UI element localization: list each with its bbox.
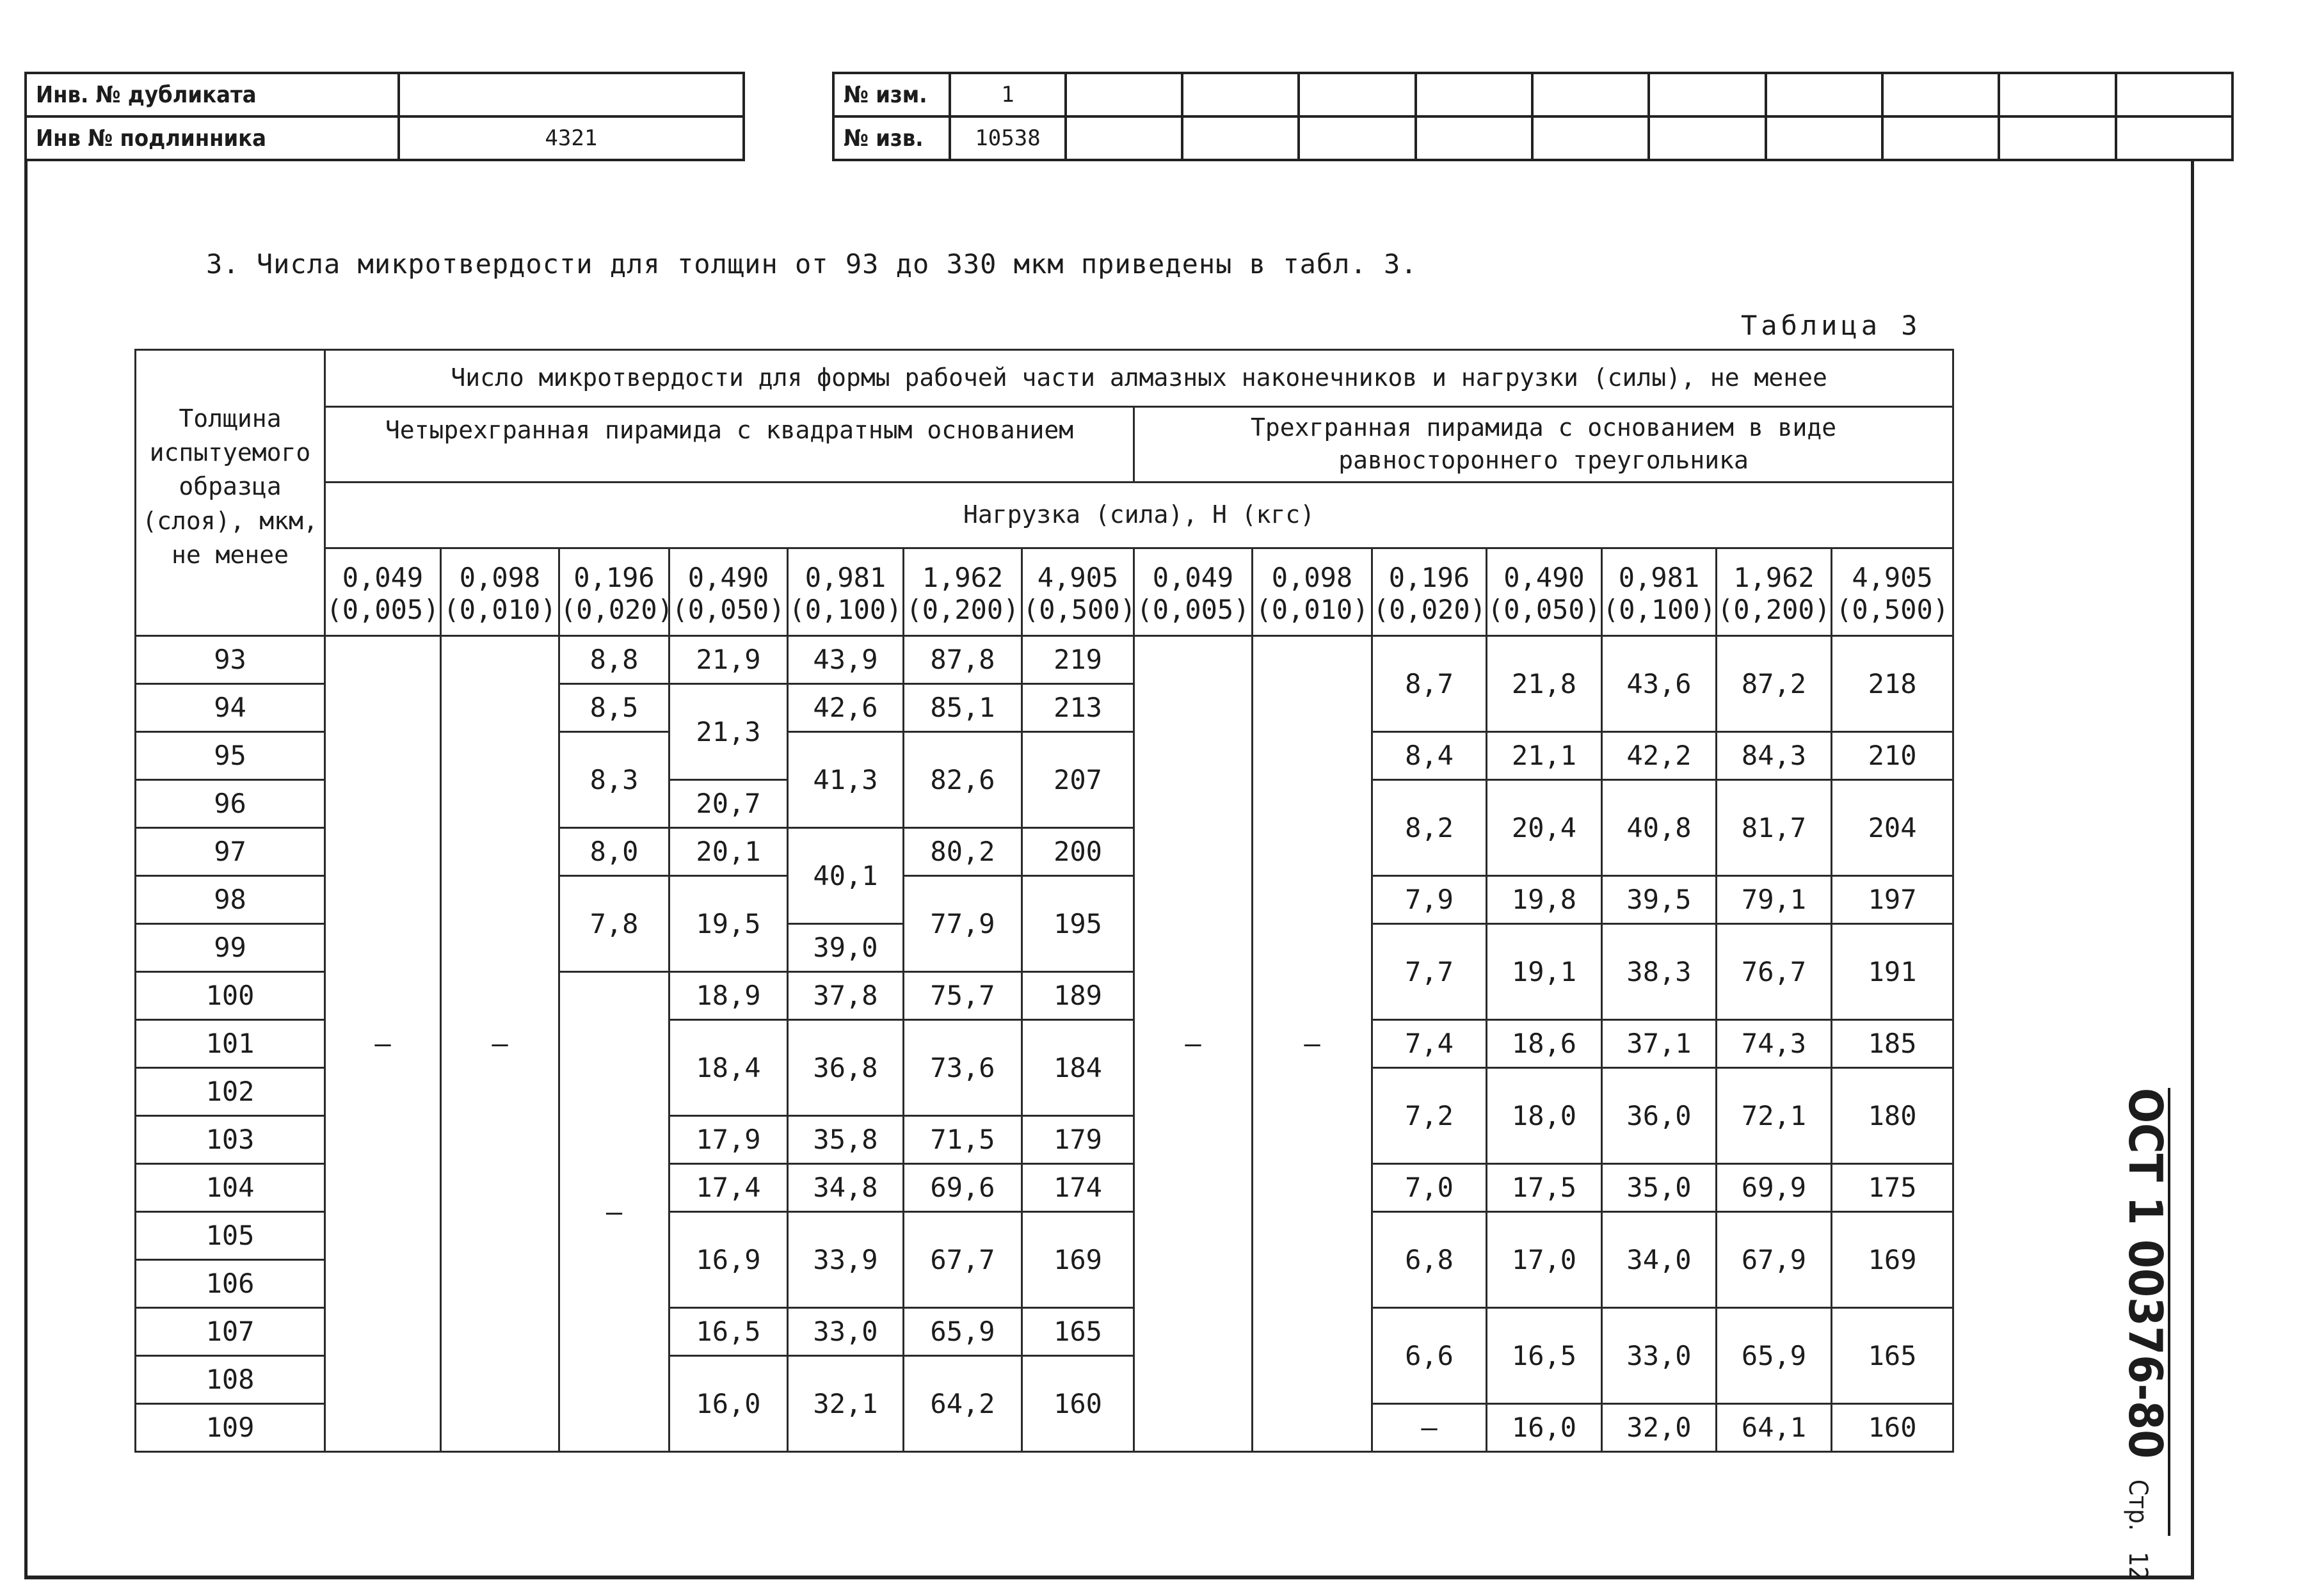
value-cell: – (325, 636, 441, 1452)
value-cell: 8,2 (1372, 780, 1487, 876)
value-cell: 43,6 (1602, 636, 1717, 732)
thickness-cell: 109 (136, 1404, 325, 1452)
empty-cell (1649, 73, 1765, 116)
load-cell: 0,196 (0,020) (1372, 548, 1487, 636)
change-no-value: 1 (950, 73, 1065, 116)
value-cell: 17,5 (1487, 1164, 1602, 1212)
value-cell: 67,7 (904, 1212, 1022, 1308)
load-cell: 0,098 (0,010) (1253, 548, 1372, 636)
value-cell: 213 (1022, 684, 1134, 732)
value-cell: 18,4 (669, 1020, 788, 1116)
value-cell: 17,0 (1487, 1212, 1602, 1308)
microhardness-table (134, 349, 1954, 1453)
empty-cell (1066, 73, 1182, 116)
value-cell: 40,1 (788, 828, 904, 924)
load-cell: 0,196 (0,020) (559, 548, 669, 636)
value-cell: 80,2 (904, 828, 1022, 876)
value-cell: 39,0 (788, 924, 904, 972)
empty-cell (1416, 73, 1532, 116)
value-cell: 8,7 (1372, 636, 1487, 732)
value-cell: – (1372, 1404, 1487, 1452)
value-cell: 6,8 (1372, 1212, 1487, 1308)
value-cell: 73,6 (904, 1020, 1022, 1116)
table-top-header: Число микротвердости для формы рабочей части алмазных наконечников и нагрузки (силы), не менее (325, 350, 1953, 407)
empty-cell (1299, 116, 1415, 160)
value-cell: 40,8 (1602, 780, 1717, 876)
value-cell: 21,1 (1487, 732, 1602, 780)
thickness-cell: 108 (136, 1356, 325, 1404)
value-cell: 16,0 (669, 1356, 788, 1452)
value-cell: – (559, 972, 669, 1452)
value-cell: 184 (1022, 1020, 1134, 1116)
empty-cell (1999, 73, 2115, 116)
value-cell: 33,9 (788, 1212, 904, 1308)
value-cell: 65,9 (904, 1308, 1022, 1356)
thickness-cell: 99 (136, 924, 325, 972)
value-cell: 18,6 (1487, 1020, 1602, 1068)
value-cell: 64,1 (1717, 1404, 1832, 1452)
value-cell: 87,2 (1717, 636, 1832, 732)
value-cell: 7,8 (559, 876, 669, 972)
empty-cell (1066, 116, 1182, 160)
triangle-pyramid-header: Трехгранная пирамида с основанием в виде равностороннего треугольника (1134, 407, 1953, 483)
load-cell: 0,490 (0,050) (1487, 548, 1602, 636)
value-cell: 174 (1022, 1164, 1134, 1212)
value-cell: 185 (1832, 1020, 1953, 1068)
value-cell: 34,0 (1602, 1212, 1717, 1308)
value-cell: 175 (1832, 1164, 1953, 1212)
page-label: Стр. (2123, 1479, 2152, 1531)
value-cell: 6,6 (1372, 1308, 1487, 1404)
empty-cell (1999, 116, 2115, 160)
duplicate-inv-label: Инв. № дубликата (26, 73, 399, 116)
thickness-cell: 103 (136, 1116, 325, 1164)
value-cell: 179 (1022, 1116, 1134, 1164)
value-cell: 74,3 (1717, 1020, 1832, 1068)
value-cell: 180 (1832, 1068, 1953, 1164)
empty-cell (2116, 73, 2232, 116)
load-cell: 0,981 (0,100) (788, 548, 904, 636)
thickness-cell: 98 (136, 876, 325, 924)
value-cell: 17,9 (669, 1116, 788, 1164)
value-cell: 20,7 (669, 780, 788, 828)
load-cell: 1,962 (0,200) (904, 548, 1022, 636)
value-cell: 21,3 (669, 684, 788, 780)
duplicate-inv-value (399, 73, 744, 116)
value-cell: 38,3 (1602, 924, 1717, 1020)
value-cell: 189 (1022, 972, 1134, 1020)
value-cell: 7,2 (1372, 1068, 1487, 1164)
value-cell: 200 (1022, 828, 1134, 876)
value-cell: 7,7 (1372, 924, 1487, 1020)
value-cell: 19,5 (669, 876, 788, 972)
empty-cell (1416, 116, 1532, 160)
intro-paragraph: 3. Числа микротвердости для толщин от 93 до 330 мкм приведены в табл. 3. (206, 248, 1418, 280)
empty-cell (1532, 73, 1649, 116)
value-cell: 35,8 (788, 1116, 904, 1164)
empty-cell (2116, 116, 2232, 160)
value-cell: 195 (1022, 876, 1134, 972)
value-cell: 204 (1832, 780, 1953, 876)
thickness-header: Толщина испытуемого образца (слоя), мкм, не менее (136, 350, 325, 636)
value-cell: 19,1 (1487, 924, 1602, 1020)
value-cell: 160 (1832, 1404, 1953, 1452)
thickness-cell: 95 (136, 732, 325, 780)
change-no-label: № изм. (833, 73, 950, 116)
stamp-change-block (832, 72, 2234, 161)
value-cell: 197 (1832, 876, 1953, 924)
value-cell: 160 (1022, 1356, 1134, 1452)
value-cell: 19,8 (1487, 876, 1602, 924)
empty-cell (1649, 116, 1765, 160)
value-cell: 20,1 (669, 828, 788, 876)
value-cell: 65,9 (1717, 1308, 1832, 1404)
value-cell: 7,0 (1372, 1164, 1487, 1212)
value-cell: 37,8 (788, 972, 904, 1020)
value-cell: 33,0 (788, 1308, 904, 1356)
document-code (2115, 1088, 2173, 1581)
empty-cell (1882, 73, 1999, 116)
thickness-cell: 107 (136, 1308, 325, 1356)
value-cell: 42,6 (788, 684, 904, 732)
value-cell: 43,9 (788, 636, 904, 684)
value-cell: 191 (1832, 924, 1953, 1020)
value-cell: 34,8 (788, 1164, 904, 1212)
thickness-cell: 105 (136, 1212, 325, 1260)
value-cell: 169 (1832, 1212, 1953, 1308)
load-cell: 1,962 (0,200) (1717, 548, 1832, 636)
page-number: 12 (2123, 1551, 2152, 1581)
value-cell: 64,2 (904, 1356, 1022, 1452)
value-cell: 8,0 (559, 828, 669, 876)
square-pyramid-header: Четырехгранная пирамида с квадратным основанием (325, 407, 1134, 483)
value-cell: 77,9 (904, 876, 1022, 972)
value-cell: 75,7 (904, 972, 1022, 1020)
empty-cell (1299, 73, 1415, 116)
value-cell: 32,1 (788, 1356, 904, 1452)
value-cell: 76,7 (1717, 924, 1832, 1020)
load-cell: 4,905 (0,500) (1832, 548, 1953, 636)
value-cell: 165 (1022, 1308, 1134, 1356)
value-cell: – (1134, 636, 1253, 1452)
load-cell: 0,981 (0,100) (1602, 548, 1717, 636)
value-cell: 210 (1832, 732, 1953, 780)
thickness-cell: 106 (136, 1260, 325, 1308)
original-inv-value: 4321 (399, 116, 744, 160)
thickness-cell: 93 (136, 636, 325, 684)
value-cell: 21,9 (669, 636, 788, 684)
value-cell: 16,9 (669, 1212, 788, 1308)
thickness-cell: 100 (136, 972, 325, 1020)
thickness-cell: 102 (136, 1068, 325, 1116)
value-cell: 8,8 (559, 636, 669, 684)
value-cell: 20,4 (1487, 780, 1602, 876)
value-cell: 82,6 (904, 732, 1022, 828)
notice-no-label: № изв. (833, 116, 950, 160)
value-cell: 35,0 (1602, 1164, 1717, 1212)
value-cell: 165 (1832, 1308, 1953, 1404)
value-cell: 18,9 (669, 972, 788, 1020)
value-cell: 16,5 (669, 1308, 788, 1356)
thickness-cell: 101 (136, 1020, 325, 1068)
value-cell: 7,9 (1372, 876, 1487, 924)
thickness-cell: 104 (136, 1164, 325, 1212)
value-cell: 32,0 (1602, 1404, 1717, 1452)
svg-text:ОСТ 1 00376-80 Стр. 12 (2119, 1088, 2172, 1581)
load-cell: 0,098 (0,010) (441, 548, 559, 636)
empty-cell (1182, 116, 1299, 160)
value-cell: 71,5 (904, 1116, 1022, 1164)
value-cell: 81,7 (1717, 780, 1832, 876)
original-inv-label: Инв № подлинника (26, 116, 399, 160)
value-cell: 42,2 (1602, 732, 1717, 780)
value-cell: 8,3 (559, 732, 669, 828)
value-cell: – (441, 636, 559, 1452)
value-cell: 69,6 (904, 1164, 1022, 1212)
value-cell: 84,3 (1717, 732, 1832, 780)
thickness-cell: 97 (136, 828, 325, 876)
value-cell: 169 (1022, 1212, 1134, 1308)
value-cell: 72,1 (1717, 1068, 1832, 1164)
value-cell: 37,1 (1602, 1020, 1717, 1068)
load-header: Нагрузка (сила), Н (кгс) (325, 482, 1953, 548)
empty-cell (1766, 116, 1882, 160)
value-cell: 7,4 (1372, 1020, 1487, 1068)
value-cell: 39,5 (1602, 876, 1717, 924)
value-cell: 8,4 (1372, 732, 1487, 780)
value-cell: 67,9 (1717, 1212, 1832, 1308)
value-cell: 87,8 (904, 636, 1022, 684)
value-cell: 79,1 (1717, 876, 1832, 924)
empty-cell (1532, 116, 1649, 160)
empty-cell (1182, 73, 1299, 116)
value-cell: 8,5 (559, 684, 669, 732)
table-caption: Таблица 3 (1741, 310, 1921, 341)
thickness-cell: 94 (136, 684, 325, 732)
value-cell: 18,0 (1487, 1068, 1602, 1164)
load-cell: 0,049 (0,005) (1134, 548, 1253, 636)
value-cell: 85,1 (904, 684, 1022, 732)
load-cell: 0,490 (0,050) (669, 548, 788, 636)
empty-cell (1766, 73, 1882, 116)
value-cell: 16,5 (1487, 1308, 1602, 1404)
value-cell: 207 (1022, 732, 1134, 828)
value-cell: 219 (1022, 636, 1134, 684)
document-code-text: ОСТ 1 00376-80 (2119, 1088, 2172, 1459)
notice-no-value: 10538 (950, 116, 1065, 160)
value-cell: 218 (1832, 636, 1953, 732)
value-cell: 17,4 (669, 1164, 788, 1212)
value-cell: 36,0 (1602, 1068, 1717, 1164)
value-cell: 69,9 (1717, 1164, 1832, 1212)
empty-cell (1882, 116, 1999, 160)
value-cell: 33,0 (1602, 1308, 1717, 1404)
value-cell: 16,0 (1487, 1404, 1602, 1452)
value-cell: – (1253, 636, 1372, 1452)
value-cell: 36,8 (788, 1020, 904, 1116)
value-cell: 21,8 (1487, 636, 1602, 732)
load-cell: 0,049 (0,005) (325, 548, 441, 636)
value-cell: 41,3 (788, 732, 904, 828)
thickness-cell: 96 (136, 780, 325, 828)
stamp-duplicate-block (24, 72, 745, 161)
load-cell: 4,905 (0,500) (1022, 548, 1134, 636)
